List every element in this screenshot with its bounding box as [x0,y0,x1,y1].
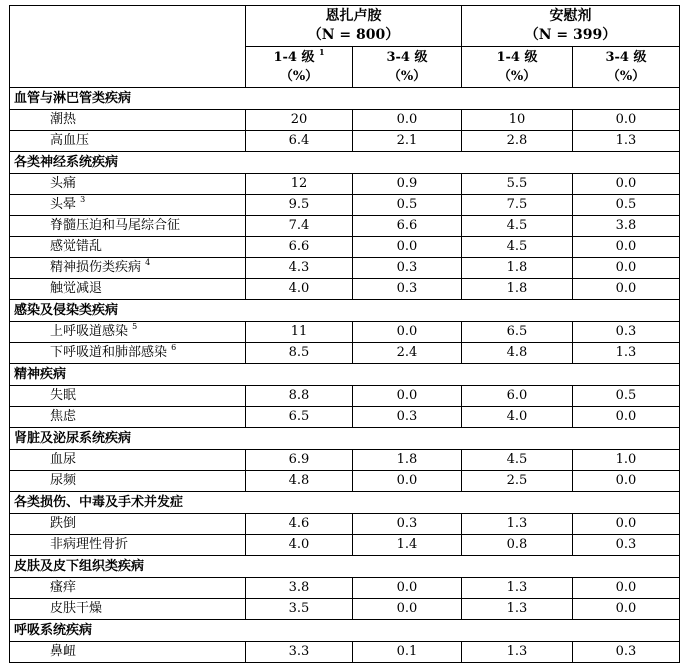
value-cell: 0.1 [353,642,462,663]
value-cell: 11 [246,322,353,343]
value-cell: 0.3 [353,514,462,535]
value-cell: 1.8 [462,279,573,300]
value-cell: 0.3 [573,642,680,663]
event-name-cell [10,599,246,620]
value-cell: 0.0 [573,599,680,620]
unit-label: （%） [497,69,537,84]
event-name-cell [10,216,246,237]
group-name: 恩扎卢胺 [325,8,382,24]
value-cell: 8.8 [246,386,353,407]
event-name: 皮肤干燥 [50,601,103,616]
event-name: 触觉减退 [50,281,103,296]
value-cell: 0.0 [353,386,462,407]
table-row [10,599,680,620]
event-name: 精神损伤类疾病 [50,260,142,275]
value-cell: 6.5 [246,407,353,428]
table-row [10,258,680,279]
category-label: 血管与淋巴管类疾病 [10,88,680,110]
category-row [10,620,680,642]
value-cell: 0.3 [353,258,462,279]
value-cell: 0.0 [573,471,680,492]
group-n: （N = 800） [307,27,400,43]
category-row [10,492,680,514]
table-row [10,535,680,556]
category-label: 肾脏及泌尿系统疾病 [10,428,680,450]
table-row [10,237,680,258]
table-row [10,343,680,364]
table-row [10,450,680,471]
grade-label [353,48,461,67]
category-label: 各类神经系统疾病 [10,152,680,174]
value-cell: 3.5 [246,599,353,620]
event-name: 脊髓压迫和马尾综合征 [50,218,181,233]
value-cell: 0.0 [573,237,680,258]
category-label: 感染及侵染类疾病 [10,300,680,322]
event-name: 焦虑 [50,409,77,424]
event-name: 潮热 [50,112,77,127]
table-row [10,131,680,152]
value-cell: 2.1 [353,131,462,152]
event-name: 瘙痒 [50,580,77,595]
grade-label [462,48,572,67]
event-name: 下呼吸道和肺部感染 [50,345,168,360]
header-corner-cell [10,6,246,88]
grade-label [573,48,679,67]
value-cell: 1.3 [573,343,680,364]
value-cell: 0.0 [353,237,462,258]
value-cell: 20 [246,110,353,131]
grade-label [246,48,352,67]
event-name: 血尿 [50,452,77,467]
table-body [10,88,680,663]
value-cell: 12 [246,174,353,195]
value-cell: 8.5 [246,343,353,364]
event-name: 头晕 [50,197,77,212]
category-label: 皮肤及皮下组织类疾病 [10,556,680,578]
category-row [10,300,680,322]
event-name-cell [10,279,246,300]
group-header-enzalutamide [246,6,462,47]
table-row [10,174,680,195]
event-name-cell [10,450,246,471]
value-cell: 3.3 [246,642,353,663]
value-cell: 0.0 [573,258,680,279]
value-cell: 7.5 [462,195,573,216]
value-cell: 1.3 [462,642,573,663]
value-cell: 0.0 [573,279,680,300]
event-name: 鼻衄 [50,644,77,659]
value-cell: 6.5 [462,322,573,343]
event-name: 跌倒 [50,516,77,531]
value-cell: 0.5 [573,195,680,216]
event-name-cell [10,535,246,556]
table-row [10,407,680,428]
footnote-marker: 4 [145,257,151,267]
value-cell: 0.5 [353,195,462,216]
value-cell: 4.5 [462,237,573,258]
grade-text: 3-4 级 [605,50,647,65]
group-name: 安慰剂 [549,8,592,24]
value-cell: 3.8 [573,216,680,237]
value-cell: 0.9 [353,174,462,195]
value-cell: 0.0 [573,514,680,535]
value-cell: 4.0 [462,407,573,428]
value-cell: 1.3 [573,131,680,152]
value-cell: 0.3 [353,279,462,300]
event-name-cell [10,578,246,599]
value-cell: 6.6 [353,216,462,237]
category-label: 各类损伤、中毒及手术并发症 [10,492,680,514]
grade-text: 1-4 级 [496,50,538,65]
table-row [10,514,680,535]
value-cell: 0.0 [353,471,462,492]
value-cell: 4.8 [462,343,573,364]
column-header-3 [462,47,573,88]
value-cell: 0.5 [573,386,680,407]
event-name-cell [10,471,246,492]
value-cell: 0.3 [353,407,462,428]
value-cell: 0.0 [353,322,462,343]
event-name-cell [10,514,246,535]
category-row [10,428,680,450]
value-cell: 5.5 [462,174,573,195]
value-cell: 4.5 [462,216,573,237]
event-name-cell [10,322,246,343]
column-header-1 [246,47,353,88]
unit-label: （%） [387,69,427,84]
event-name-cell [10,407,246,428]
event-name: 失眠 [50,388,77,403]
footnote-marker: 1 [318,46,325,57]
event-name-cell [10,174,246,195]
event-name-cell [10,386,246,407]
event-name: 头痛 [50,176,77,191]
footnote-marker: 3 [80,194,86,204]
value-cell: 1.0 [573,450,680,471]
value-cell: 10 [462,110,573,131]
grade-text: 3-4 级 [386,50,428,65]
event-name-cell [10,195,246,216]
value-cell: 6.0 [462,386,573,407]
value-cell: 0.0 [573,110,680,131]
value-cell: 6.9 [246,450,353,471]
category-label: 精神疾病 [10,364,680,386]
event-name-cell [10,343,246,364]
grade-text: 1-4 级 [273,50,315,65]
value-cell: 0.3 [573,322,680,343]
value-cell: 7.4 [246,216,353,237]
table-row [10,110,680,131]
column-header-2 [353,47,462,88]
value-cell: 0.3 [573,535,680,556]
event-name: 上呼吸道感染 [50,324,129,339]
event-name: 高血压 [50,133,90,148]
event-name-cell [10,237,246,258]
event-name-cell [10,110,246,131]
value-cell: 1.8 [462,258,573,279]
category-row [10,364,680,386]
value-cell: 0.0 [573,174,680,195]
footnote-marker: 5 [132,321,138,331]
value-cell: 0.0 [353,578,462,599]
category-row [10,556,680,578]
group-header-placebo [462,6,680,47]
event-name-cell [10,258,246,279]
unit-label: （%） [279,69,319,84]
value-cell: 2.8 [462,131,573,152]
adverse-events-table [9,5,680,663]
value-cell: 4.5 [462,450,573,471]
table-row [10,279,680,300]
value-cell: 1.4 [353,535,462,556]
value-cell: 4.3 [246,258,353,279]
category-label: 呼吸系统疾病 [10,620,680,642]
value-cell: 2.5 [462,471,573,492]
value-cell: 0.8 [462,535,573,556]
unit-label: （%） [606,69,646,84]
category-row [10,152,680,174]
event-name-cell [10,642,246,663]
table-row [10,642,680,663]
value-cell: 6.4 [246,131,353,152]
value-cell: 0.0 [353,110,462,131]
value-cell: 1.3 [462,599,573,620]
event-name-cell [10,131,246,152]
value-cell: 0.0 [353,599,462,620]
value-cell: 1.3 [462,578,573,599]
table-row [10,386,680,407]
footnote-marker: 6 [171,342,177,352]
table-row [10,195,680,216]
group-n: （N = 399） [524,27,617,43]
value-cell: 4.8 [246,471,353,492]
value-cell: 2.4 [353,343,462,364]
value-cell: 9.5 [246,195,353,216]
value-cell: 4.0 [246,279,353,300]
category-row [10,88,680,110]
table-row [10,322,680,343]
event-name: 感觉错乱 [50,239,103,254]
value-cell: 3.8 [246,578,353,599]
value-cell: 4.0 [246,535,353,556]
value-cell: 4.6 [246,514,353,535]
column-header-4 [573,47,680,88]
table-row [10,471,680,492]
table-row [10,578,680,599]
value-cell: 1.8 [353,450,462,471]
value-cell: 0.0 [573,578,680,599]
event-name: 非病理性骨折 [50,537,129,552]
table-row [10,216,680,237]
value-cell: 0.0 [573,407,680,428]
value-cell: 1.3 [462,514,573,535]
value-cell: 6.6 [246,237,353,258]
event-name: 尿频 [50,473,77,488]
